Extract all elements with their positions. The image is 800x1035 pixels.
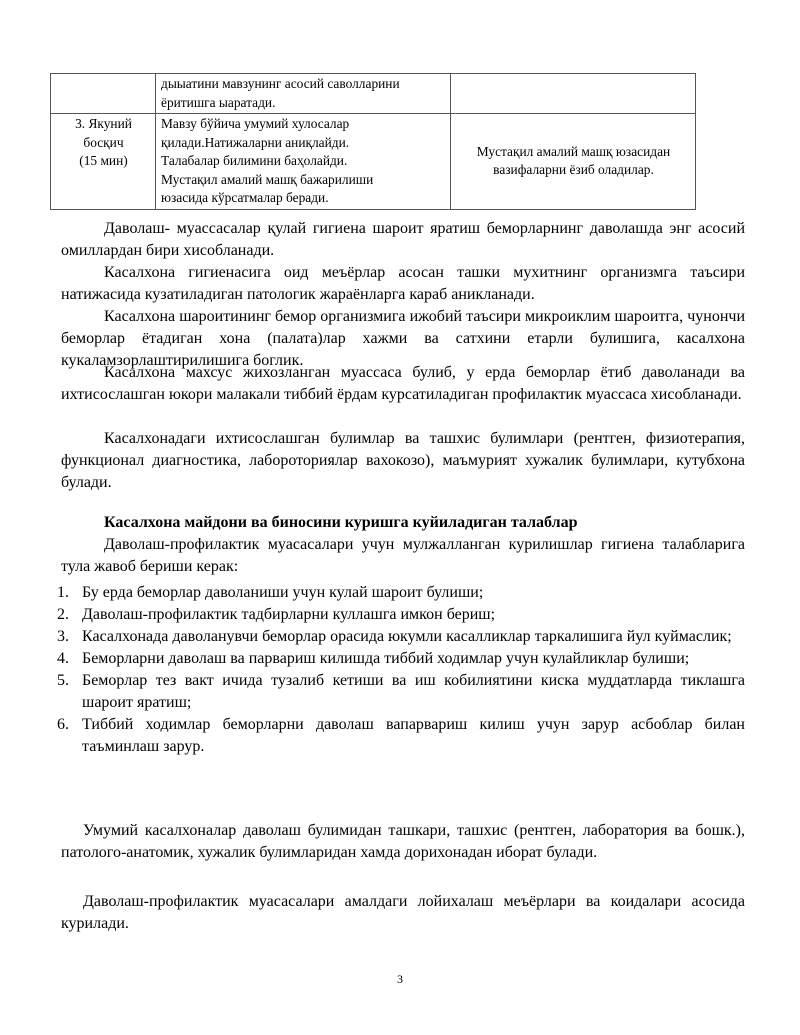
list-item-text: Беморлар тез вакт ичида тузалиб кетиши ва иш кобилиятини киска муддатларда тиклашга шароит яратиш;	[82, 672, 745, 711]
body-paragraph: Касалхона шароитининг бемор организмига ижобий таъсири микроиклим шароитга, чунончи беморлар ётадиган хона (палата)лар хажми ва сатхини етарли булишига, касалхона кукаламзорлаштирилишига боглик.	[61, 308, 745, 369]
list-item	[52, 626, 745, 648]
stage-cell	[51, 74, 156, 114]
list-item-text: Касалхонада даволанувчи беморлар орасида юкумли касалликлар таркалишига йул куймаслик;	[82, 628, 732, 645]
list-item	[52, 582, 745, 604]
cell-line: (15 мин)	[79, 153, 128, 168]
list-item-text: Даволаш-профилактик тадбирларни куллашга имкон бериш;	[82, 606, 496, 623]
list-number: 1.	[57, 584, 69, 601]
body-paragraph: Касалхона гигиенасига оид меъёрлар асосан ташки мухитнинг организмга таъсири натижасида кузатиладиган патологик жараёнларга караб аникланади.	[61, 264, 745, 303]
stage-cell	[51, 114, 156, 210]
list-number: 2.	[57, 606, 69, 623]
cell-line: дыыатини мавзунинг асосий саволларини	[161, 76, 400, 91]
cell-line: Мустақил амалий машқ бажарилиши	[161, 171, 374, 187]
body-paragraph: Даволаш-профилактик муасасалари амалдаги лойихалаш меъёрлари ва коидалари асосида курилади.	[61, 893, 745, 932]
cell-line: 3. Якуний	[75, 116, 132, 131]
list-number: 5.	[57, 672, 69, 689]
body-paragraph: Умумий касалхоналар даволаш булимидан ташкари, ташхис (рентген, лаборатория ва бошк.), патолого-анатомик, хужалик булимларидан хамда дорихонадан иборат булади.	[61, 822, 745, 861]
list-item-text: Беморларни даволаш ва парвариш килишда тиббий ходимлар учун кулайликлар булиши;	[82, 650, 690, 667]
cell-line: қилади.Натижаларни аниқлайди.	[161, 134, 350, 150]
list-item-text: Тиббий ходимлар беморларни даволаш вапарвариш килиш учун зарур асбоблар билан таъминлаш зарур.	[82, 716, 745, 755]
list-item	[52, 670, 745, 714]
list-number: 6.	[57, 716, 69, 733]
cell-line: босқич	[83, 134, 124, 150]
list-item	[52, 714, 745, 758]
requirements-list	[52, 582, 745, 758]
list-item	[52, 604, 745, 626]
list-number: 3.	[57, 628, 69, 645]
section-intro: Даволаш-профилактик муасасалари учун мулжалланган курилишлар гигиена талабларига тула жавоб бериши керак:	[61, 536, 745, 575]
page-number: 3	[397, 972, 403, 986]
cell-line: вазифаларни ёзиб оладилар.	[493, 162, 654, 178]
body-paragraph: Касалхонадаги ихтисослашган булимлар ва ташхис булимлари (рентген, физиотерапия, функционал диагностика, лабороториялар вахокозо), маъмурият хужалик булимлари, кутубхона булади.	[61, 430, 745, 491]
content-cell	[156, 114, 451, 210]
list-item	[52, 648, 745, 670]
cell-line: ёритишга ыаратади.	[161, 94, 276, 110]
body-paragraph: Касалхона махсус жихозланган муассаса булиб, у ерда беморлар ётиб даволанади ва ихтисослашган юкори малакали тиббий ёрдам курсатиладиган профилактик муассаса хисобланади.	[61, 364, 745, 403]
result-cell	[451, 74, 696, 114]
list-number: 4.	[57, 650, 69, 667]
body-paragraph: Даволаш- муассасалар қулай гигиена шароит яратиш беморларнинг даволашда энг асосий омиллардан бири хисобланади.	[61, 220, 745, 259]
table-row	[51, 74, 696, 114]
list-item-text: Бу ерда беморлар даволаниши учун кулай шароит булиши;	[82, 584, 484, 601]
table-row	[51, 114, 696, 210]
section-heading: Касалхона майдони ва биносини куришга куйиладиган талаблар	[104, 514, 578, 531]
cell-line: Талабалар билимини баҳолайди.	[161, 153, 348, 168]
lesson-plan-table	[50, 73, 696, 210]
content-cell	[156, 74, 451, 114]
cell-line: Мавзу бўйича умумий хулосалар	[161, 116, 350, 131]
cell-line: юзасида кўрсатмалар беради.	[161, 190, 329, 205]
cell-line: Мустақил амалий машқ юзасидан	[476, 143, 671, 159]
result-cell	[451, 114, 696, 210]
